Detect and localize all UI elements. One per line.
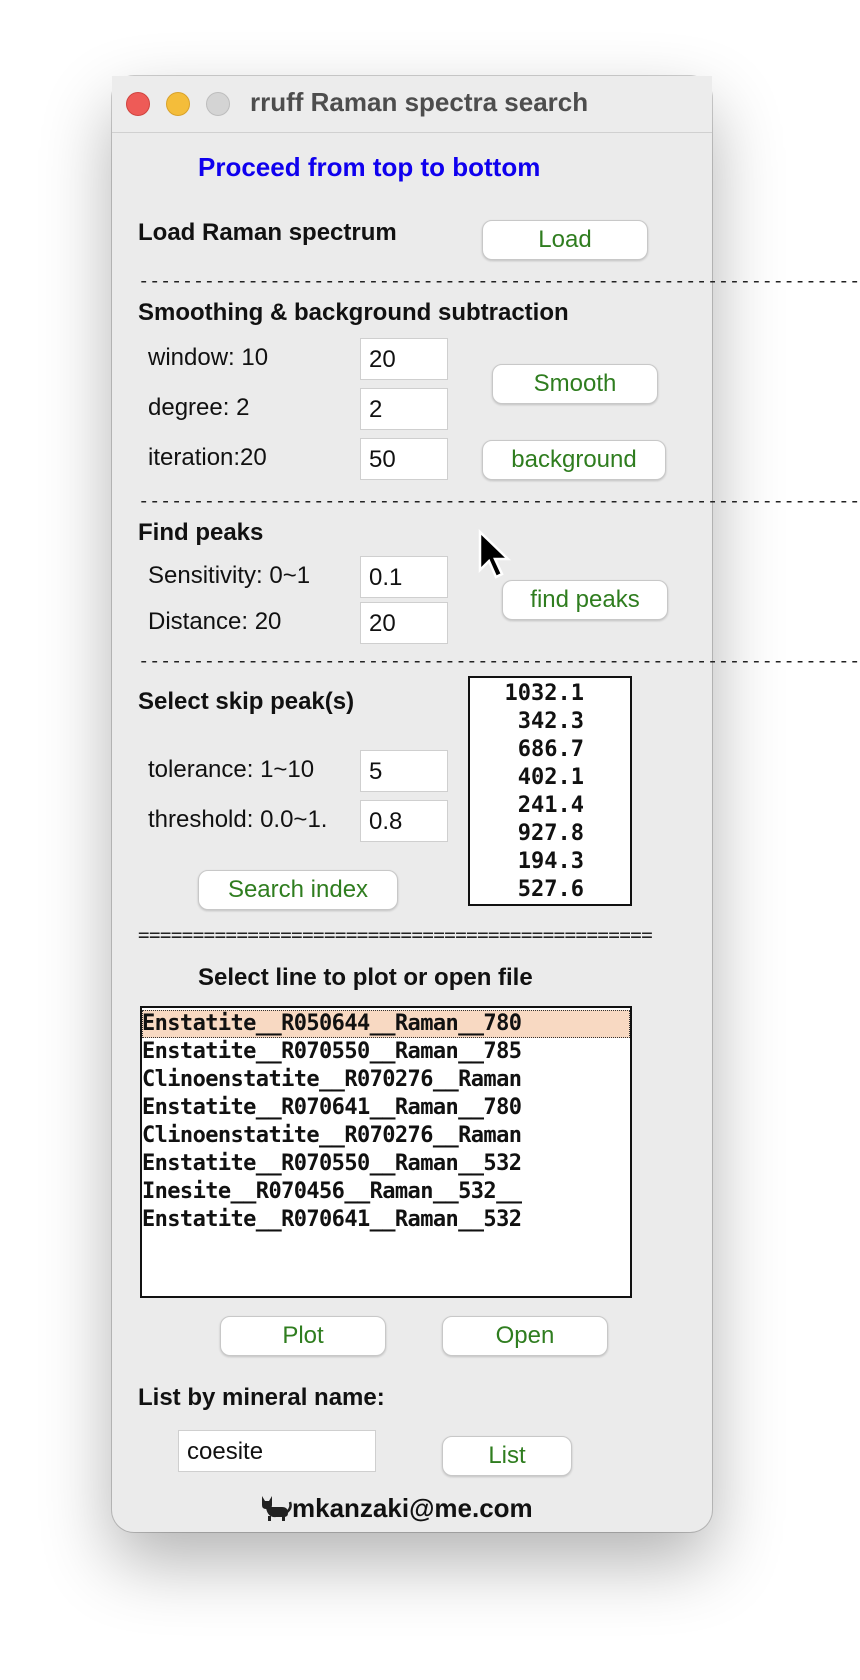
search-index-button[interactable]: Search index (198, 870, 398, 910)
zoom-window-button[interactable] (206, 92, 230, 116)
list-button[interactable]: List (442, 1436, 572, 1476)
open-button[interactable]: Open (442, 1316, 608, 1356)
sensitivity-input[interactable]: 0.1 (360, 556, 448, 598)
app-window (112, 76, 860, 1532)
mineral-input[interactable]: coesite (178, 1430, 376, 1472)
tolerance-label: tolerance: 1~10 (148, 756, 315, 783)
result-row[interactable]: Clinoenstatite__R070276__Raman (142, 1123, 522, 1148)
mineral-heading: List by mineral name: (138, 1384, 385, 1411)
separator: ------------------------------------------------------------------ (138, 270, 860, 292)
separator: ------------------------------------------------------------------ (138, 490, 860, 512)
close-window-button[interactable] (126, 92, 150, 116)
result-row-selected[interactable]: Enstatite__R050644__Raman__780 (142, 1010, 630, 1038)
peak-item[interactable]: 241.4 (517, 793, 584, 818)
separator-double: =============================================== (138, 924, 653, 946)
smoothing-heading: Smoothing & background subtraction (138, 299, 569, 326)
window-input[interactable]: 20 (360, 338, 448, 380)
result-row[interactable]: Enstatite__R070550__Raman__532 (142, 1151, 522, 1176)
footer (258, 1492, 533, 1524)
distance-input[interactable]: 20 (360, 602, 448, 644)
mouse-cursor-icon (478, 530, 512, 580)
result-row[interactable]: Inesite__R070456__Raman__532__ (142, 1179, 522, 1204)
result-row[interactable]: Clinoenstatite__R070276__Raman (142, 1067, 522, 1092)
degree-input[interactable]: 2 (360, 388, 448, 430)
results-listbox[interactable] (140, 1006, 632, 1298)
sensitivity-label: Sensitivity: 0~1 (148, 562, 311, 589)
cat-icon (258, 1492, 292, 1522)
peak-listbox[interactable] (468, 676, 632, 906)
find-peaks-button[interactable]: find peaks (502, 580, 668, 620)
separator: ------------------------------------------------------------------ (138, 650, 860, 672)
background-button[interactable]: background (482, 440, 666, 480)
load-button[interactable]: Load (482, 220, 648, 260)
load-heading: Load Raman spectrum (138, 219, 397, 246)
window-label: window: 10 (148, 344, 269, 371)
peak-item[interactable]: 527.6 (517, 877, 584, 902)
result-row[interactable]: Enstatite__R070550__Raman__785 (142, 1039, 522, 1064)
plot-button[interactable]: Plot (220, 1316, 386, 1356)
distance-label: Distance: 20 (148, 608, 282, 635)
peak-item[interactable]: 927.8 (517, 821, 584, 846)
peak-item[interactable]: 342.3 (517, 709, 584, 734)
result-row[interactable]: Enstatite__R070641__Raman__532 (142, 1207, 522, 1232)
email-text: mkanzaki@me.com (292, 1493, 533, 1523)
minimize-window-button[interactable] (166, 92, 190, 116)
threshold-input[interactable]: 0.8 (360, 800, 448, 842)
result-row[interactable]: Enstatite__R070641__Raman__780 (142, 1095, 522, 1120)
tolerance-input[interactable]: 5 (360, 750, 448, 792)
peak-item[interactable]: 194.3 (517, 849, 584, 874)
smooth-button[interactable]: Smooth (492, 364, 658, 404)
peak-item[interactable]: 686.7 (517, 737, 584, 762)
results-heading: Select line to plot or open file (198, 964, 533, 991)
threshold-label: threshold: 0.0~1. (148, 806, 328, 833)
peak-item[interactable]: 1032.1 (504, 681, 584, 706)
peak-item[interactable]: 402.1 (517, 765, 584, 790)
iteration-label: iteration:20 (148, 444, 267, 471)
title-bar[interactable] (112, 76, 712, 133)
instruction-text: Proceed from top to bottom (198, 152, 541, 182)
degree-label: degree: 2 (148, 394, 250, 421)
iteration-input[interactable]: 50 (360, 438, 448, 480)
peaks-heading: Find peaks (138, 519, 264, 546)
window-title: rruff Raman spectra search (250, 87, 589, 117)
skip-heading: Select skip peak(s) (138, 688, 355, 715)
